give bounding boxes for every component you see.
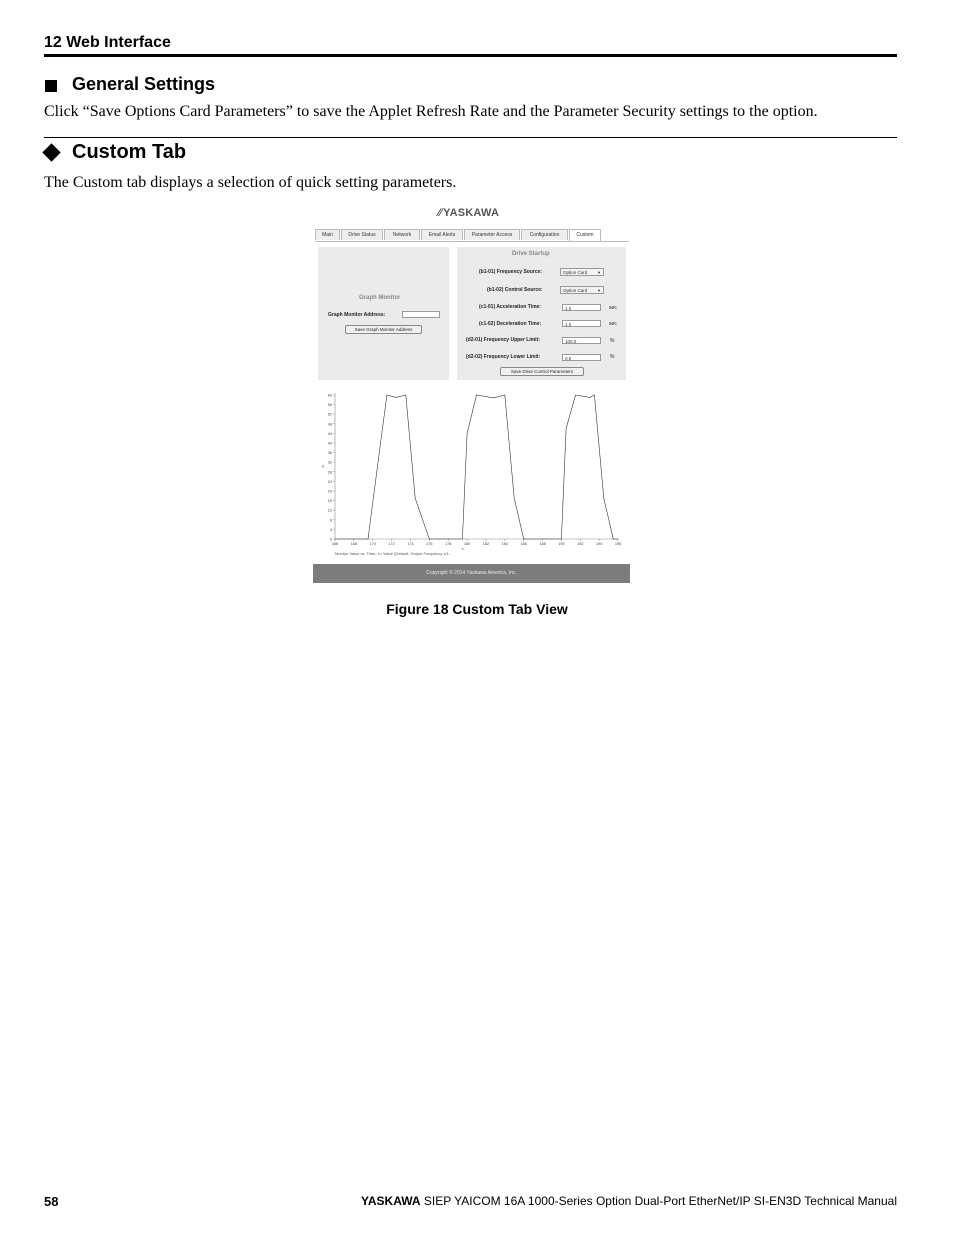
diamond-bullet-icon [42, 143, 60, 161]
control-source-label: (b1-02) Control Source: [487, 287, 543, 293]
data-point [505, 395, 506, 396]
tab-custom[interactable]: Custom [569, 229, 601, 241]
page-number: 58 [44, 1194, 59, 1209]
y-tick-label: 48 [327, 422, 332, 427]
custom-tab-text: The Custom tab displays a selection of quick setting parameters. [44, 174, 457, 191]
freq-lower-limit-label: (d2-02) Frequency Lower Limit: [466, 354, 541, 360]
data-point [542, 539, 543, 540]
data-point [377, 467, 378, 468]
yaskawa-mark-icon: ∕∕ [438, 207, 443, 219]
y-tick-label: 60 [327, 393, 332, 398]
accel-time-unit: sec [609, 305, 617, 311]
data-point [523, 539, 524, 540]
freq-upper-limit-unit: % [610, 338, 615, 344]
freq-source-label: (b1-01) Frequency Source: [479, 269, 543, 275]
y-tick-label: 20 [327, 489, 332, 494]
data-point [514, 498, 515, 499]
save-drive-control-button[interactable]: Save Drive Control Parameters [500, 367, 584, 376]
x-tick-label: 174 [407, 542, 414, 546]
footer-brand: YASKAWA [360, 1194, 421, 1208]
y-tick-label: 12 [327, 508, 332, 513]
control-source-value: Option Card [563, 288, 588, 293]
data-point [448, 539, 449, 540]
header-rule [44, 54, 897, 57]
drive-startup-title: Drive Startup [512, 251, 550, 257]
logo-text: YASKAWA [443, 207, 500, 219]
data-point [575, 395, 576, 396]
graph-monitor-address-label: Graph Monitor Address: [328, 312, 386, 318]
x-axis-label: x [461, 546, 464, 551]
y-tick-label: 24 [327, 479, 332, 484]
data-point [354, 539, 355, 540]
tab-configuration[interactable]: Configuration [521, 229, 568, 240]
general-settings-heading: General Settings [72, 74, 216, 94]
x-tick-label: 176 [426, 542, 433, 546]
data-point [462, 539, 463, 540]
y-tick-label: 0 [329, 537, 332, 542]
data-point [618, 539, 619, 540]
decel-time-label: (c1-02) Deceleration Time: [479, 321, 542, 327]
x-tick-label: 190 [558, 542, 565, 546]
x-tick-label: 188 [539, 542, 546, 546]
y-tick-label: 32 [327, 460, 332, 465]
monitor-line-chart [313, 197, 630, 564]
x-tick-label: 184 [501, 542, 508, 546]
y-tick-label: 28 [327, 470, 332, 475]
freq-lower-limit-unit: % [610, 354, 615, 360]
data-point [566, 428, 567, 429]
data-point [533, 539, 534, 540]
data-point [396, 397, 397, 398]
freq-upper-limit-label: (d2-01) Frequency Upper Limit: [466, 337, 540, 343]
y-tick-label: 36 [327, 451, 332, 456]
x-tick-label: 186 [520, 542, 527, 546]
freq-source-value: Option Card [563, 270, 588, 275]
x-tick-label: 168 [350, 542, 358, 546]
section-divider [44, 137, 897, 138]
x-tick-label: 194 [595, 542, 603, 546]
data-point [368, 539, 369, 540]
copyright-text: Copyright © 2014 Yaskawa America, Inc. [426, 570, 517, 576]
tab-parameter-access[interactable]: Parameter Access [464, 229, 520, 240]
x-tick-label: 178 [445, 542, 452, 546]
data-point [335, 539, 336, 540]
freq-upper-limit-input[interactable]: 100.0 [562, 337, 601, 344]
y-tick-label: 40 [327, 441, 332, 446]
graph-monitor-title: Graph Monitor [359, 295, 401, 301]
accel-time-label: (c1-01) Acceleration Time: [479, 304, 541, 310]
tab-drive-status[interactable]: Drive Status [341, 229, 383, 240]
custom-tab-figure [313, 197, 630, 583]
data-point [429, 539, 430, 540]
data-point [490, 397, 491, 398]
data-point [613, 539, 614, 540]
tab-email-alerts[interactable]: Email Alerts [421, 229, 463, 240]
data-point [438, 539, 439, 540]
figure-caption: Figure 18 Custom Tab View [386, 601, 568, 617]
data-point [415, 498, 416, 499]
x-tick-label: 180 [463, 542, 471, 546]
y-tick-label: 52 [327, 412, 332, 417]
figure-footer-bar [313, 564, 630, 583]
page-header-title: 12 Web Interface [44, 34, 171, 51]
custom-tab-heading: Custom Tab [72, 141, 187, 163]
x-tick-label: 182 [482, 542, 490, 546]
freq-lower-limit-input[interactable]: 0.0 [562, 354, 601, 361]
y-tick-label: 16 [327, 499, 332, 504]
decel-time-unit: sec [609, 321, 617, 327]
accel-time-input[interactable]: 1.0 [562, 304, 601, 311]
chevron-down-icon: ▼ [597, 288, 601, 293]
tab-main[interactable]: Main [315, 229, 340, 240]
x-tick-label: 166 [331, 542, 339, 546]
x-tick-label: 196 [614, 542, 622, 546]
save-graph-monitor-button[interactable]: Save Graph Monitor Address [345, 325, 422, 334]
y-axis-label: y [322, 463, 324, 468]
data-point [476, 395, 477, 396]
data-point [561, 539, 562, 540]
x-tick-label: 172 [388, 542, 395, 546]
data-point [552, 539, 553, 540]
y-tick-label: 44 [327, 431, 332, 436]
chart-legend: Monitor Value vs. Time, x= Value (Default: Output Frequency U1- [335, 551, 450, 556]
data-point [594, 395, 595, 396]
data-point [604, 498, 605, 499]
manual-footer [361, 1194, 897, 1208]
x-tick-label: 170 [369, 542, 376, 546]
data-point [589, 397, 590, 398]
data-point [467, 433, 468, 434]
chevron-down-icon: ▼ [597, 270, 601, 275]
data-point [495, 397, 496, 398]
footer-title: SIEP YAICOM 16A 1000-Series Option Dual-Port EtherNet/IP SI-EN3D Technical Manual [420, 1194, 897, 1208]
square-bullet-icon [45, 80, 57, 92]
x-tick-label: 192 [577, 542, 584, 546]
tab-network[interactable]: Network [384, 229, 420, 240]
decel-time-input[interactable]: 1.0 [562, 320, 601, 327]
y-tick-label: 4 [329, 527, 332, 532]
data-point [405, 395, 406, 396]
data-point [387, 395, 388, 396]
general-settings-text: Click “Save Options Card Parameters” to save the Applet Refresh Rate and the Parameter Security settings to the option. [44, 103, 818, 120]
y-tick-label: 8 [329, 518, 332, 523]
y-tick-label: 56 [327, 403, 332, 408]
